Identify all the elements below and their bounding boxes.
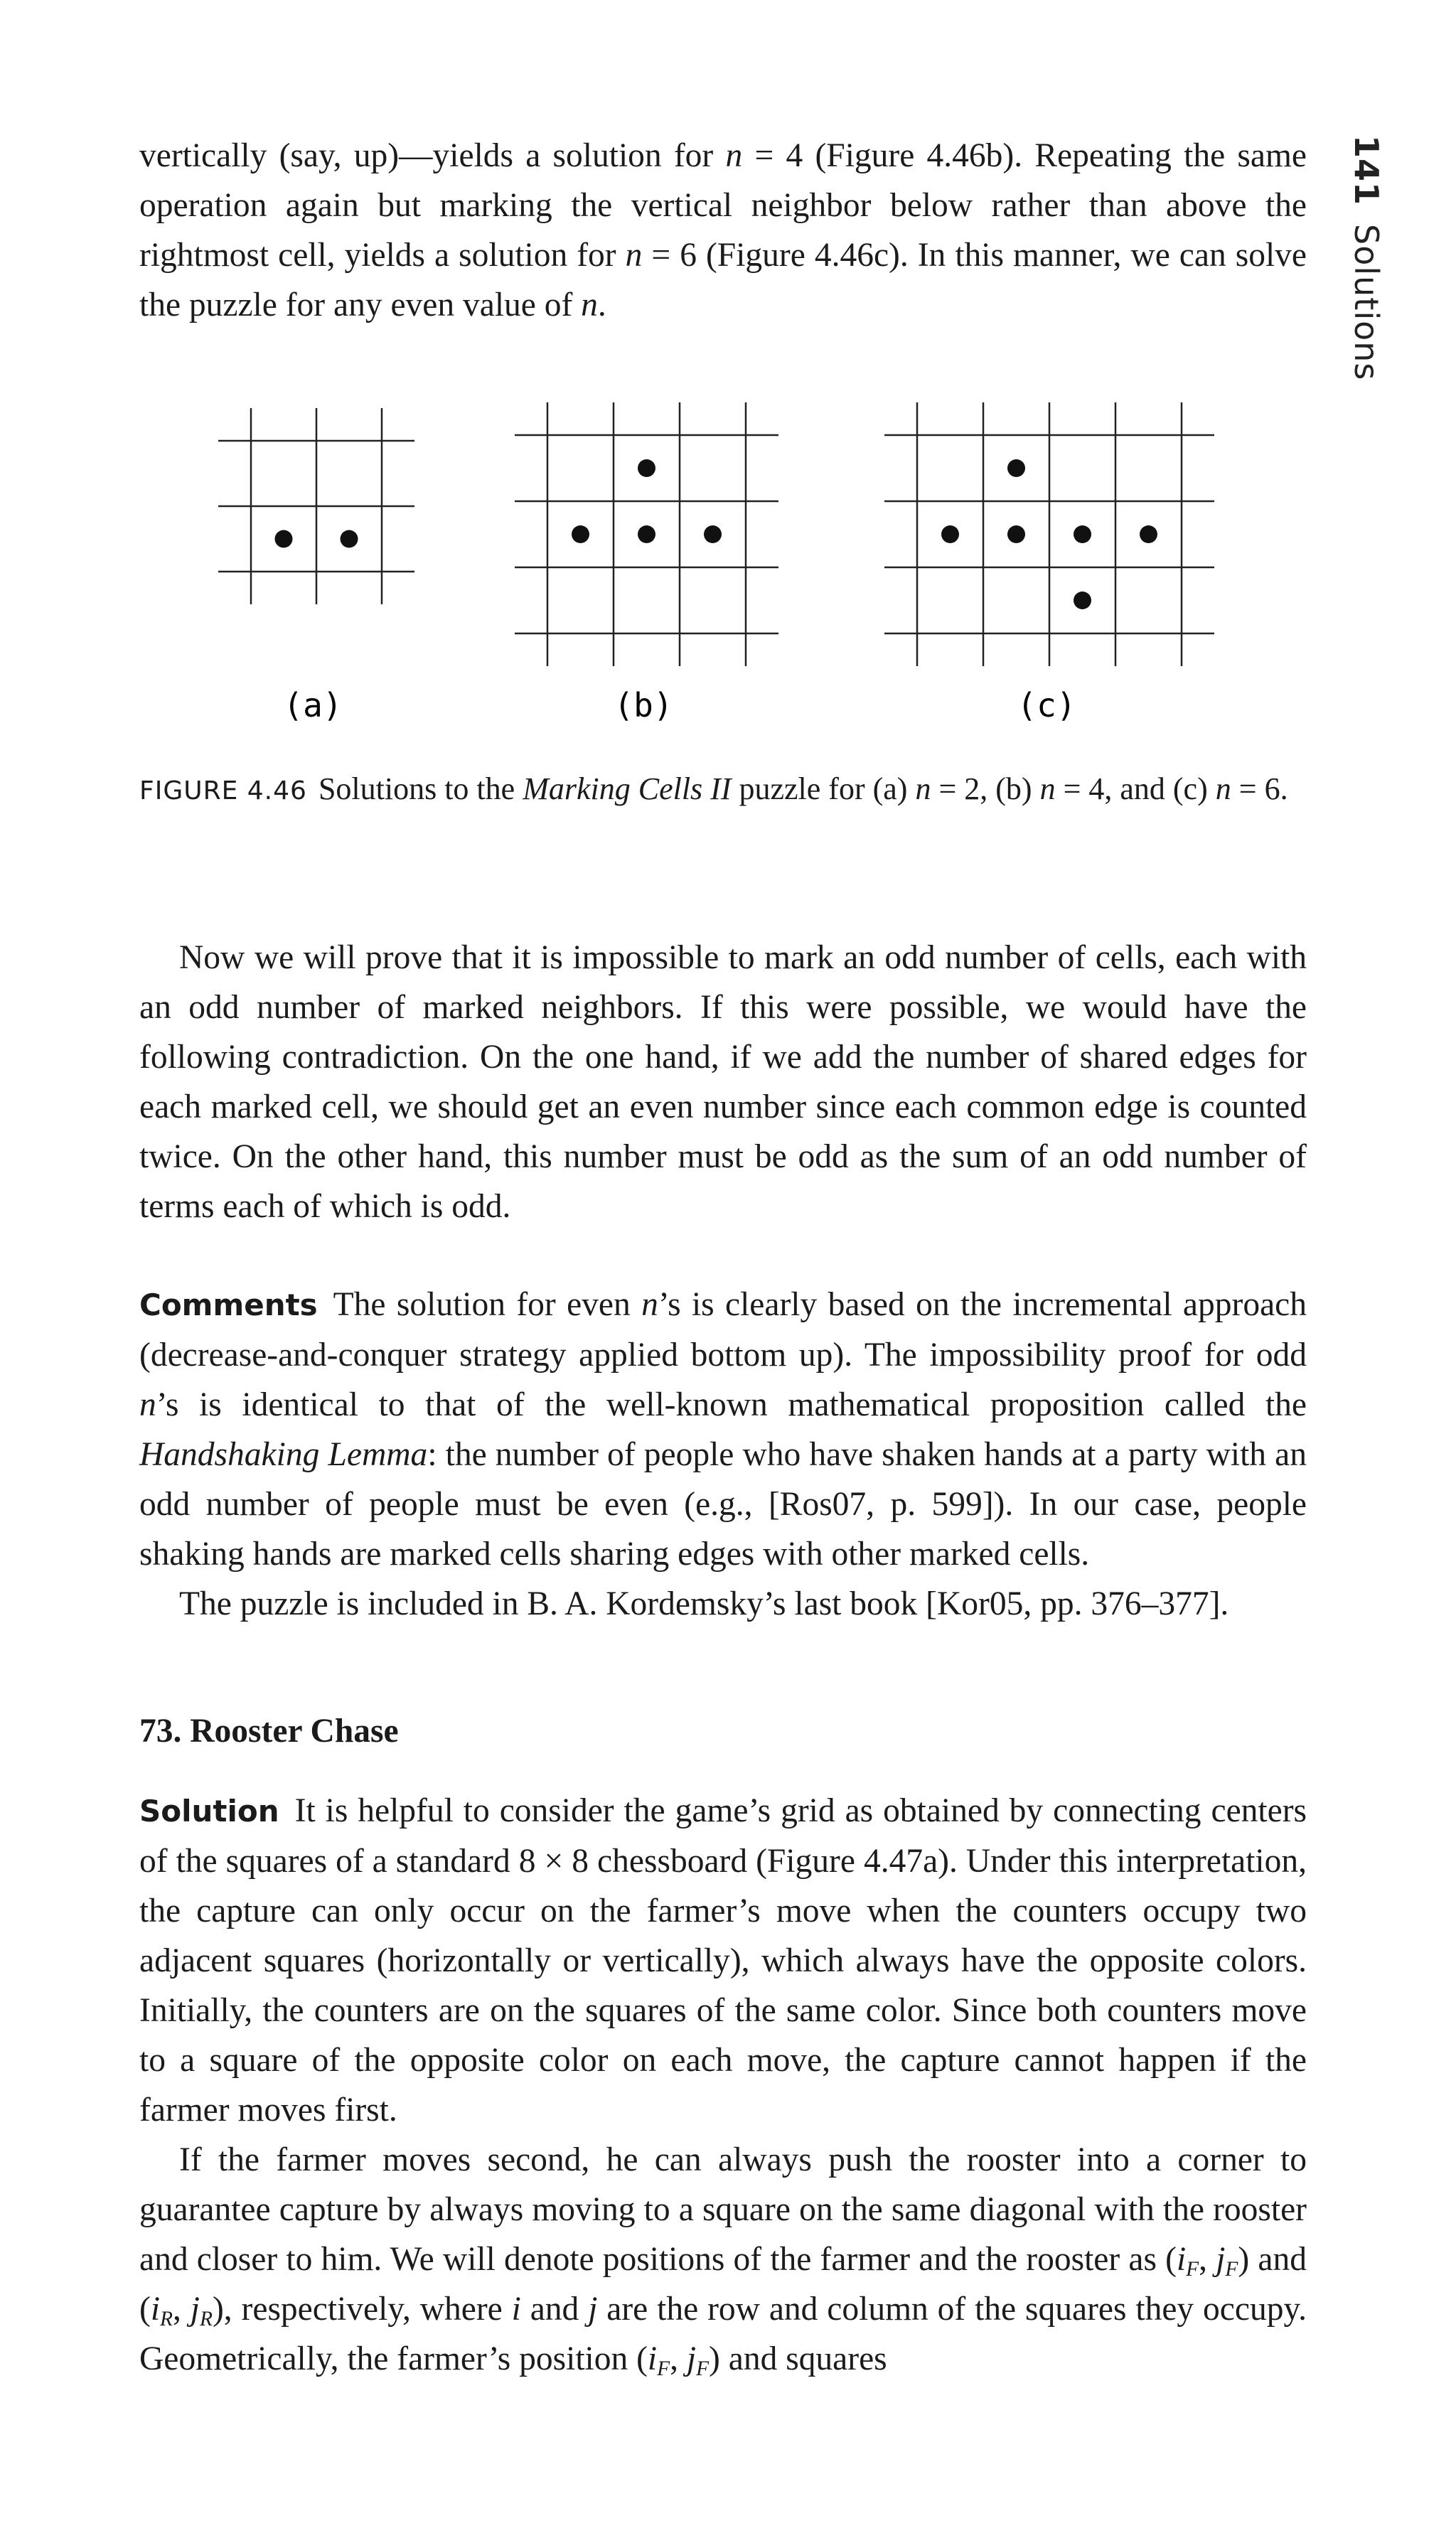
paragraph-proof: Now we will prove that it is impossible to mark an odd number of cells, each with an odd number of marked neighbors. If this were possible, we would have the following contradiction. On the one hand, if we add the number of shared edges for each marked cell, we should get an even number since each common edge is counted twice. On the other hand, this number must be odd as the sum of an odd number of terms each of which is odd. bbox=[139, 939, 1307, 1225]
marked-cell-dot bbox=[1074, 591, 1091, 609]
paragraph-farmer-second: If the farmer moves second, he can always push the rooster into a corner to guarantee capture by always moving to a square on the same diagonal with the rooster and closer to him. We will denote positions of the farmer and the rooster as ($i_F$, $j_F$) and ($i_R$, $j_R$), respectively, where i and j are the row and column of the squares they occupy. Geometrically, the farmer’s position ($i_F$, $j_F$) and squares bbox=[139, 2141, 1307, 2381]
paragraph-continuation: vertically (say, up)—yields a solution for n = 4 (Figure 4.46b). Repeating the same operation again but marking the vertical neighbor below rather than above the rightmost cell, yields a solution for n = 6 (Figure 4.46c). In this manner, we can solve the puzzle for any even value of n. bbox=[139, 137, 1307, 323]
marked-cell-dot bbox=[572, 525, 589, 543]
figure-4-46 bbox=[0, 0, 1456, 761]
running-head-section: Solutions bbox=[1347, 224, 1386, 381]
figure-label-a: (a) bbox=[283, 686, 343, 724]
comments-section: Comments The solution for even n’s is clearly based on the incremental approach (decrease-and-conquer strategy applied bottom up). The impossibility proof for odd n’s is identical to that of the well-known mathematical proposition called the Handshaking Lemma: the number of people who have shaken hands at a party with an odd number of people must be even (e.g., [Ros07, p. 599]). In our case, people shaking hands are marked cells sharing edges with other marked cells. The puzzle is included in B. A. Kordemsky’s last book [Kor05, pp. 376–377]. bbox=[139, 1280, 1307, 1629]
marked-cell-dot bbox=[341, 530, 358, 548]
solution-label: Solution bbox=[139, 1794, 279, 1829]
section-heading: 73. Rooster Chase bbox=[139, 1713, 399, 1750]
grid-panel-c bbox=[884, 402, 1214, 666]
marked-cell-dot bbox=[1074, 525, 1091, 543]
marked-cell-dot bbox=[638, 525, 655, 543]
comments-label: Comments bbox=[139, 1287, 318, 1322]
figure-label-c: (c) bbox=[1017, 686, 1076, 724]
solution-section: Solution It is helpful to consider the game’s grid as obtained by connecting centers of the squares of a standard 8 × 8 chessboard (Figure 4.47a). Under this interpretation, the capture can only occur on the farmer’s move when the counters occupy two adjacent squares (horizontally or vertically), which always have the opposite colors. Initially, the counters are on the squares of the same color. Since both counters move to a square of the opposite color on each move, the capture cannot happen if the farmer moves first. If the farmer moves second, he can always push the rooster into a corner to guarantee capture by always moving to a square on the same diagonal with the rooster and closer to him. We will denote positions of the farmer and the rooster as ($i_F$, $j_F$) and ($i_R$, $j_R$), respectively, where i and j are the row and column of the squares they occupy. Geometrically, the farmer’s position ($i_F$, $j_F$) and squares bbox=[139, 1786, 1307, 2384]
marked-cell-dot bbox=[704, 525, 722, 543]
figure-caption: FIGURE 4.46 Solutions to the Marking Cells II puzzle for (a) n = 2, (b) n = 4, and (c) n = 6. bbox=[139, 771, 1288, 806]
marked-cell-dot bbox=[1007, 525, 1025, 543]
marked-cell-dot bbox=[1007, 459, 1025, 477]
grid-panel-b bbox=[515, 402, 778, 666]
marked-cell-dot bbox=[941, 525, 959, 543]
page-number: 141 bbox=[1347, 135, 1386, 206]
caption-label: FIGURE 4.46 bbox=[139, 776, 307, 805]
figure-label-b: (b) bbox=[614, 686, 673, 724]
marked-cell-dot bbox=[275, 530, 293, 548]
marked-cell-dot bbox=[1140, 525, 1157, 543]
grid-panel-a bbox=[218, 408, 414, 604]
marked-cell-dot bbox=[638, 459, 655, 477]
paragraph-source: The puzzle is included in B. A. Kordemsky’s last book [Kor05, pp. 376–377]. bbox=[179, 1585, 1229, 1622]
